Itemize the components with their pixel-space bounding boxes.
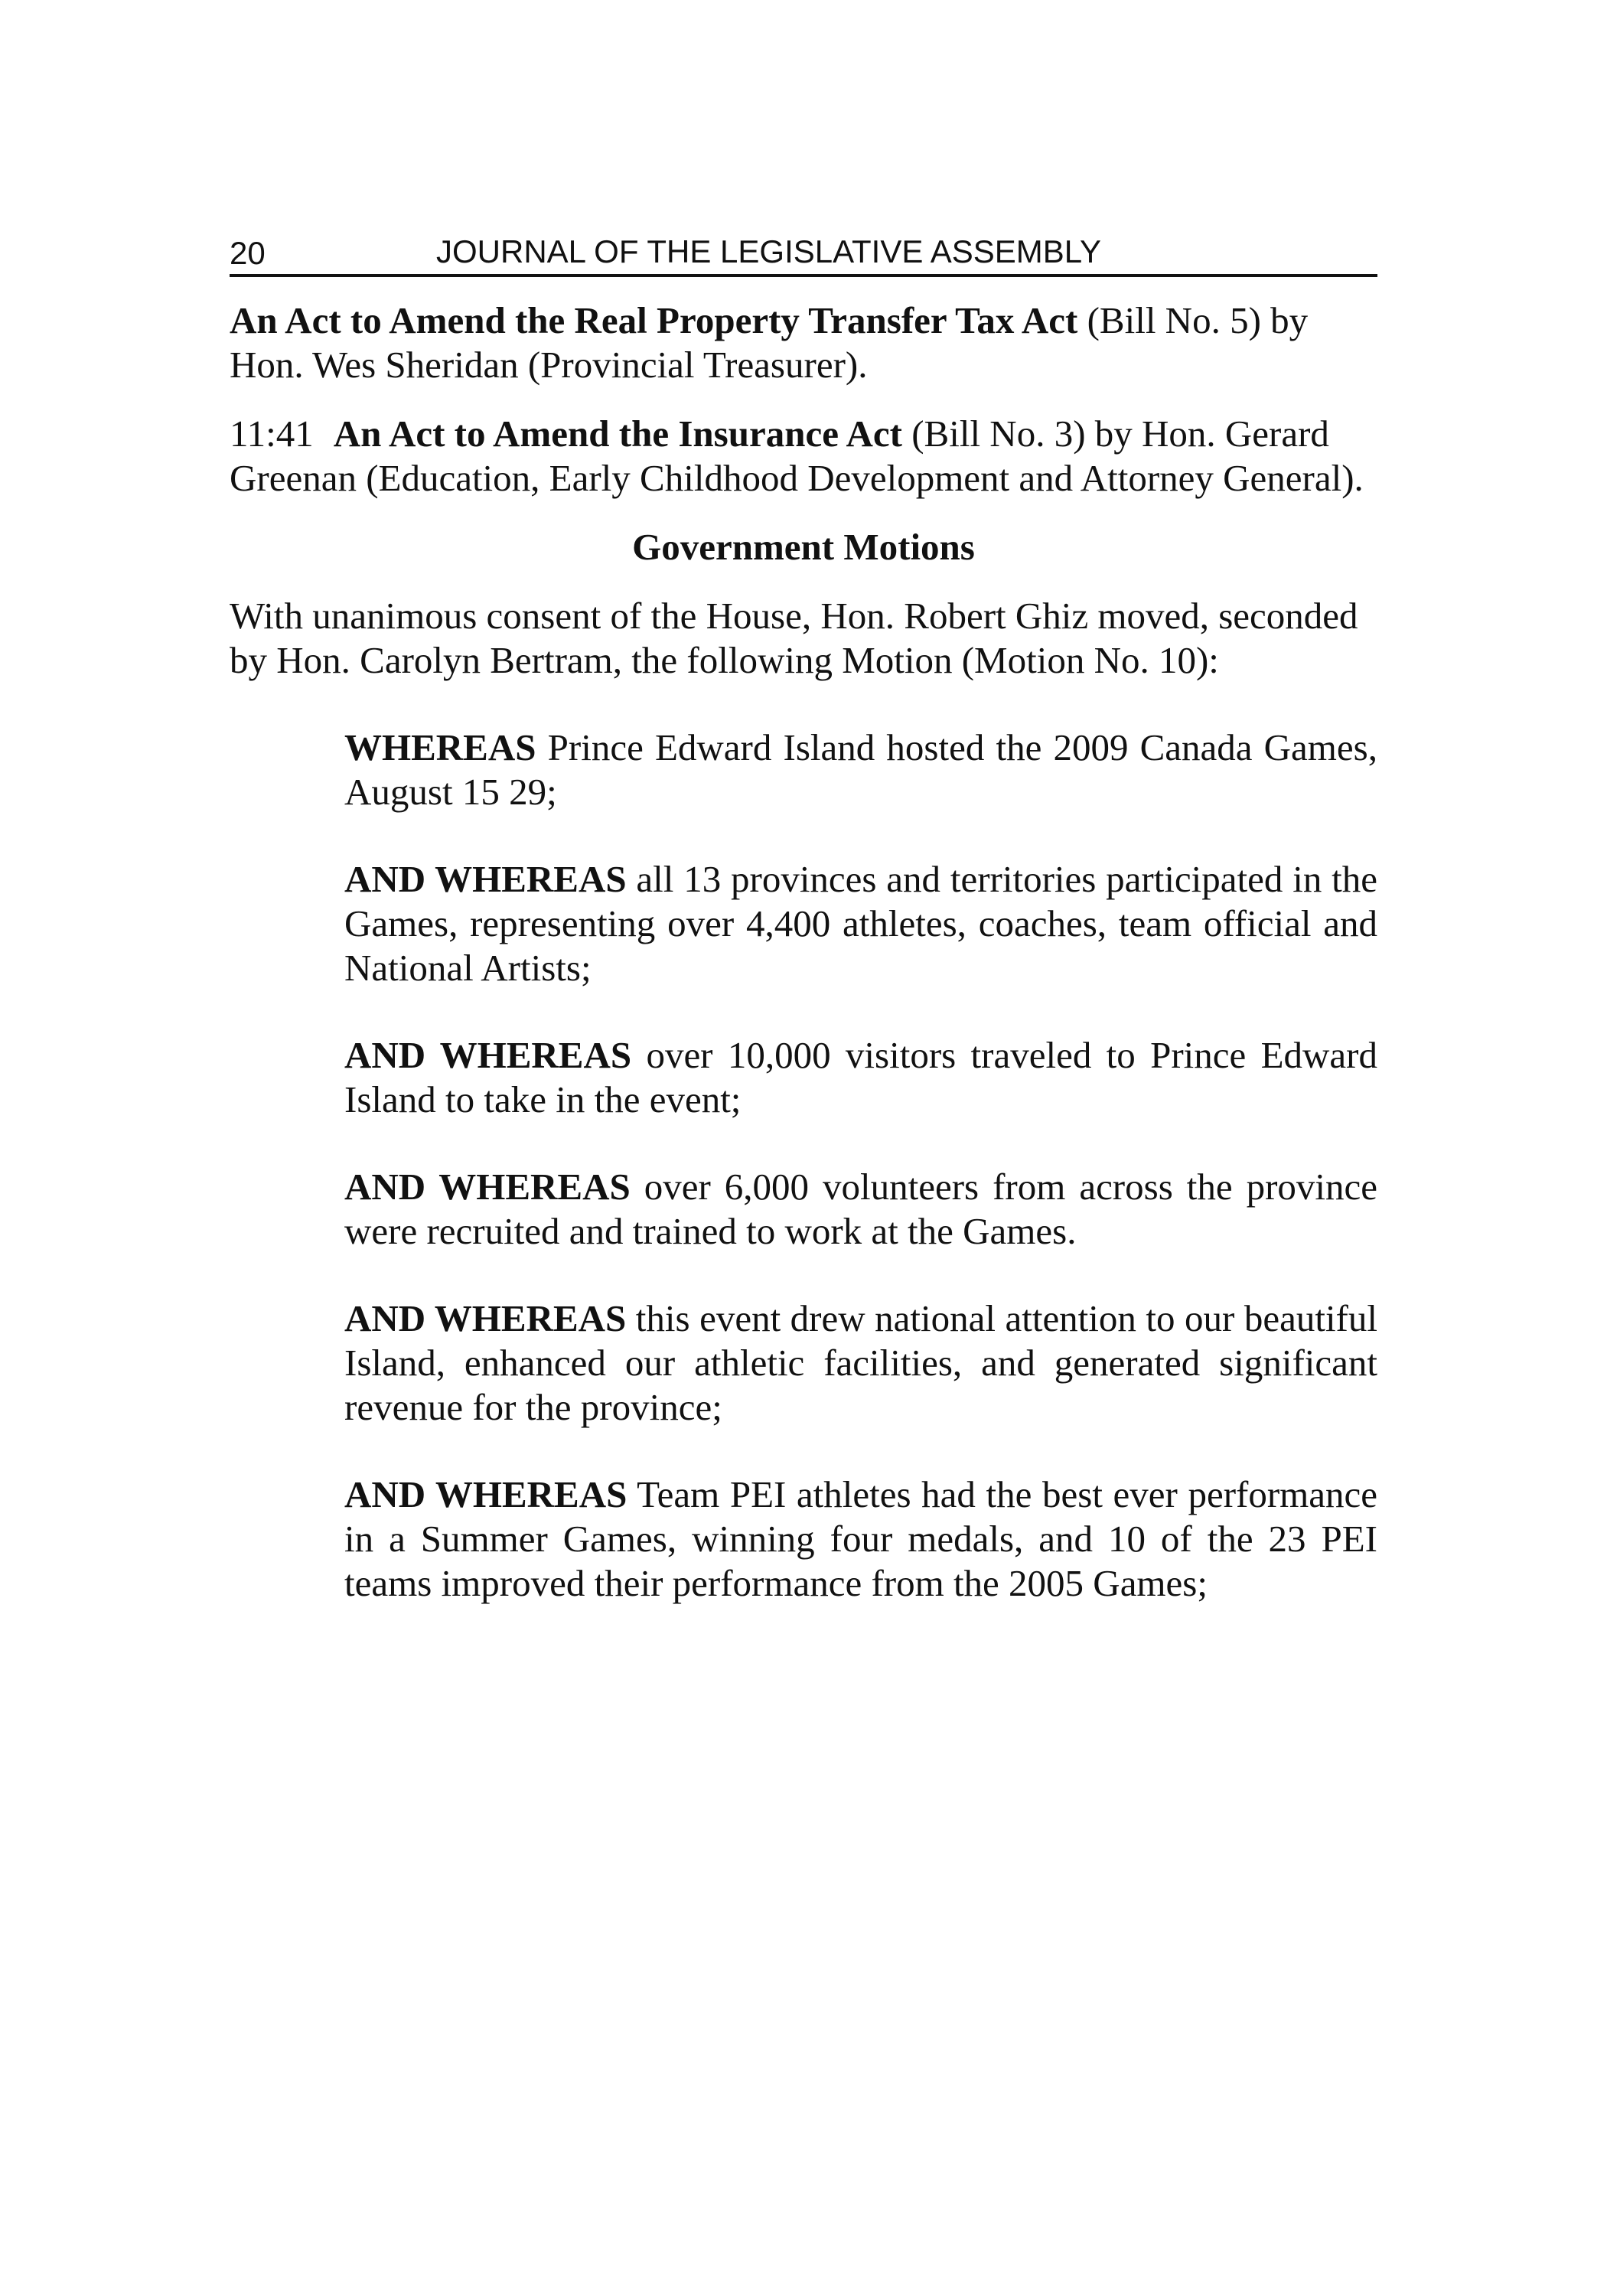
document-page <box>230 230 1377 1606</box>
bill-entry <box>230 412 1377 501</box>
whereas-lead: WHEREAS <box>344 726 536 768</box>
whereas-clause <box>344 726 1377 814</box>
whereas-lead: AND WHEREAS <box>344 858 627 900</box>
whereas-clauses <box>344 726 1377 1606</box>
whereas-text: Team PEI athletes had the best ever performance in a Summer Games, winning four medals, and 10 of the 23 PEI teams improved their performance from the 2005 Games; <box>344 1473 1378 1604</box>
bill-entry <box>230 298 1377 387</box>
motion-intro: With unanimous consent of the House, Hon. Robert Ghiz moved, seconded by Hon. Carolyn Bertram, the following Motion (Motion No. 10): <box>230 595 1358 681</box>
whereas-text: over 10,000 visitors traveled to Prince Edward Island to take in the event; <box>344 1034 1377 1120</box>
whereas-text: all 13 provinces and territories participated in the Games, representing over 4,400 athletes, coaches, team official and National Artists; <box>344 858 1378 989</box>
whereas-lead: AND WHEREAS <box>344 1297 627 1339</box>
whereas-clause <box>344 1033 1377 1122</box>
bill-details: (Bill No. 3) by Hon. Gerard Greenan (Education, Early Childhood Development and Attorney General). <box>230 413 1364 499</box>
section-heading: Government Motions <box>632 526 975 568</box>
document-body <box>230 298 1377 1606</box>
whereas-clause <box>344 1473 1377 1606</box>
whereas-clause <box>344 1296 1377 1430</box>
bill-time: 11:41 <box>230 413 314 455</box>
whereas-clause <box>344 857 1377 990</box>
whereas-clause <box>344 1165 1377 1254</box>
bill-title: An Act to Amend the Real Property Transfer Tax Act <box>230 299 1078 341</box>
whereas-lead: AND WHEREAS <box>344 1473 627 1515</box>
whereas-lead: AND WHEREAS <box>344 1166 631 1208</box>
bill-title: An Act to Amend the Insurance Act <box>333 413 902 455</box>
running-title: JOURNAL OF THE LEGISLATIVE ASSEMBLY <box>436 233 1102 269</box>
whereas-lead: AND WHEREAS <box>344 1034 632 1076</box>
page-number: 20 <box>230 235 266 271</box>
page-header <box>230 230 1377 277</box>
whereas-text: this event drew national attention to our beautiful Island, enhanced our athletic facilities, and generated significant revenue for the province; <box>344 1297 1377 1428</box>
bill-details: (Bill No. 5) by Hon. Wes Sheridan (Provincial Treasurer). <box>230 299 1309 386</box>
whereas-text: over 6,000 volunteers from across the province were recruited and trained to work at the Games. <box>344 1166 1378 1252</box>
whereas-text: Prince Edward Island hosted the 2009 Canada Games, August 15 29; <box>344 726 1377 813</box>
